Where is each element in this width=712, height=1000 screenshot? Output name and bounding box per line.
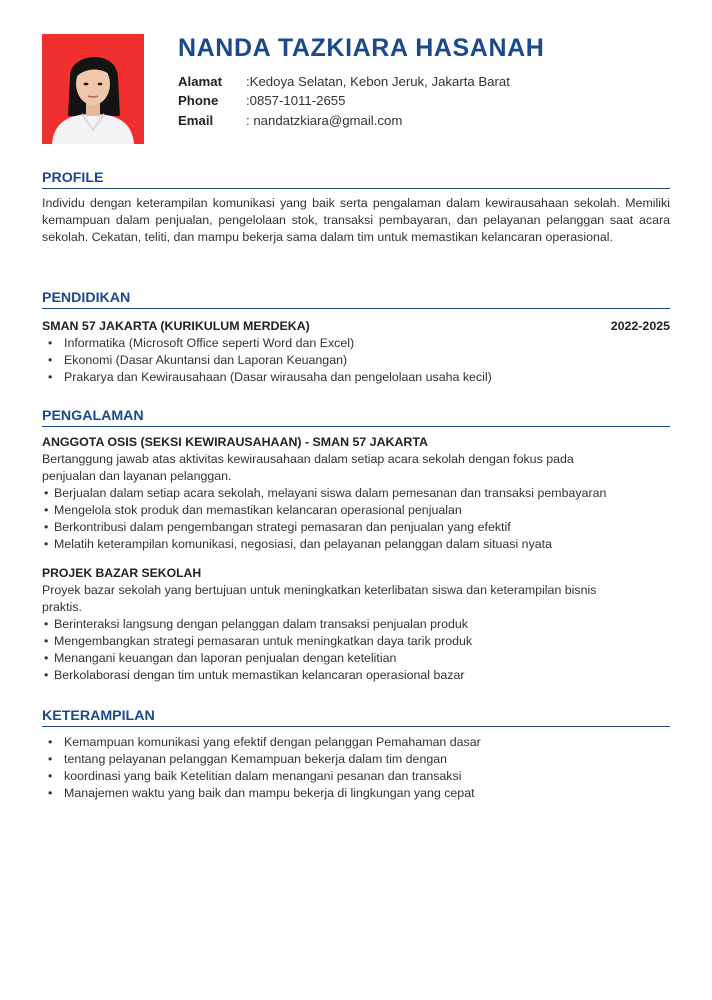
contact-label: Phone — [178, 93, 219, 109]
person-portrait-icon — [42, 34, 144, 144]
contact-label: Email — [178, 112, 214, 128]
contact-row-phone — [178, 91, 510, 110]
profile-text: Individu dengan keterampilan komunikasi yang baik serta pengalaman dalam kewirausahaan sekolah. Memiliki kemampuan dalam penjualan, pengelolaan stok, transaksi pembayaran, dan pelayanan pelanggan saat acara sekolah. Cekatan, teliti, dan mampu bekerja sama dalam tim untuk memastikan kelancaran operasional. — [42, 196, 670, 245]
list-item: • Menangani keuangan dan laporan penjualan dengan ketelitian — [42, 650, 670, 667]
email-value: : nandatzkiara@gmail.com — [246, 112, 403, 128]
description-line: praktis. — [42, 600, 82, 614]
description-line: Proyek bazar sekolah yang bertujuan untuk meningkatkan keterlibatan siswa dan keterampilan bisnis — [42, 583, 597, 597]
section-title-skills: KETERAMPILAN — [42, 708, 670, 727]
list-item: • Berjualan dalam setiap acara sekolah, melayani siswa dalam pemesanan dan transaksi pembayaran — [42, 485, 670, 502]
role-title: ANGGOTA OSIS (SEKSI KEWIRAUSAHAAN) - SMAN 57 JAKARTA — [42, 435, 428, 449]
contact-row-address — [178, 72, 510, 91]
list-item: • Mengelola stok produk dan memastikan kelancaran operasional penjualan — [42, 502, 670, 519]
education-list — [42, 335, 670, 386]
phone-value: :0857-1011-2655 — [246, 93, 346, 109]
list-item: • Berkontribusi dalam pengembangan strategi pemasaran dan penjualan yang efektif — [42, 519, 670, 536]
education-entry-header — [42, 318, 670, 335]
section-title-experience: PENGALAMAN — [42, 408, 670, 427]
address-value: :Kedoya Selatan, Kebon Jeruk, Jakarta Barat — [246, 74, 510, 89]
contact-row-email — [178, 111, 510, 130]
school-name: SMAN 57 JAKARTA (KURIKULUM MERDEKA) — [42, 319, 310, 333]
section-title-profile: PROFILE — [42, 170, 670, 189]
project-description — [42, 582, 670, 616]
candidate-name: NANDA TAZKIARA HASANAH — [178, 34, 545, 62]
list-item: • Ekonomi (Dasar Akuntansi dan Laporan Keuangan) — [42, 352, 670, 369]
skills-list — [42, 734, 670, 802]
experience-section — [42, 408, 670, 684]
list-item: • Mengembangkan strategi pemasaran untuk meningkatkan daya tarik produk — [42, 633, 670, 650]
list-item: • Informatika (Microsoft Office seperti Word dan Excel) — [42, 335, 670, 352]
project-title: PROJEK BAZAR SEKOLAH — [42, 566, 202, 580]
contact-label: Alamat — [178, 74, 222, 89]
role-description — [42, 451, 670, 485]
list-item: • Prakarya dan Kewirausahaan (Dasar wirausaha dan pengelolaan usaha kecil) — [42, 369, 670, 386]
profile-section — [42, 170, 670, 247]
education-years: 2022-2025 — [610, 319, 670, 333]
list-item: • Berinteraksi langsung dengan pelanggan dalam transaksi penjualan produk — [42, 616, 670, 633]
profile-photo — [42, 34, 144, 144]
list-item: • Manajemen waktu yang baik dan mampu bekerja di lingkungan yang cepat — [42, 785, 670, 802]
section-title-education: PENDIDIKAN — [42, 290, 670, 309]
list-item: • Kemampuan komunikasi yang efektif dengan pelanggan Pemahaman dasar — [42, 734, 670, 751]
project-list — [42, 616, 670, 684]
list-item: • tentang pelayanan pelanggan Kemampuan bekerja dalam tim dengan — [42, 751, 670, 768]
list-item: • koordinasi yang baik Ketelitian dalam menangani pesanan dan transaksi — [42, 768, 670, 785]
skills-section — [42, 708, 670, 802]
description-line: Bertanggung jawab atas aktivitas kewirausahaan dalam setiap acara sekolah dengan fokus pada — [42, 452, 574, 466]
experience-entry-header — [42, 434, 670, 451]
experience-list — [42, 485, 670, 553]
education-section — [42, 290, 670, 386]
list-item: • Berkolaborasi dengan tim untuk memastikan kelancaran operasional bazar — [42, 667, 670, 684]
contact-block — [178, 72, 510, 130]
list-item: • Melatih keterampilan komunikasi, negosiasi, dan pelayanan pelanggan dalam situasi nyata — [42, 536, 670, 553]
description-line: penjualan dan layanan pelanggan. — [42, 469, 232, 483]
